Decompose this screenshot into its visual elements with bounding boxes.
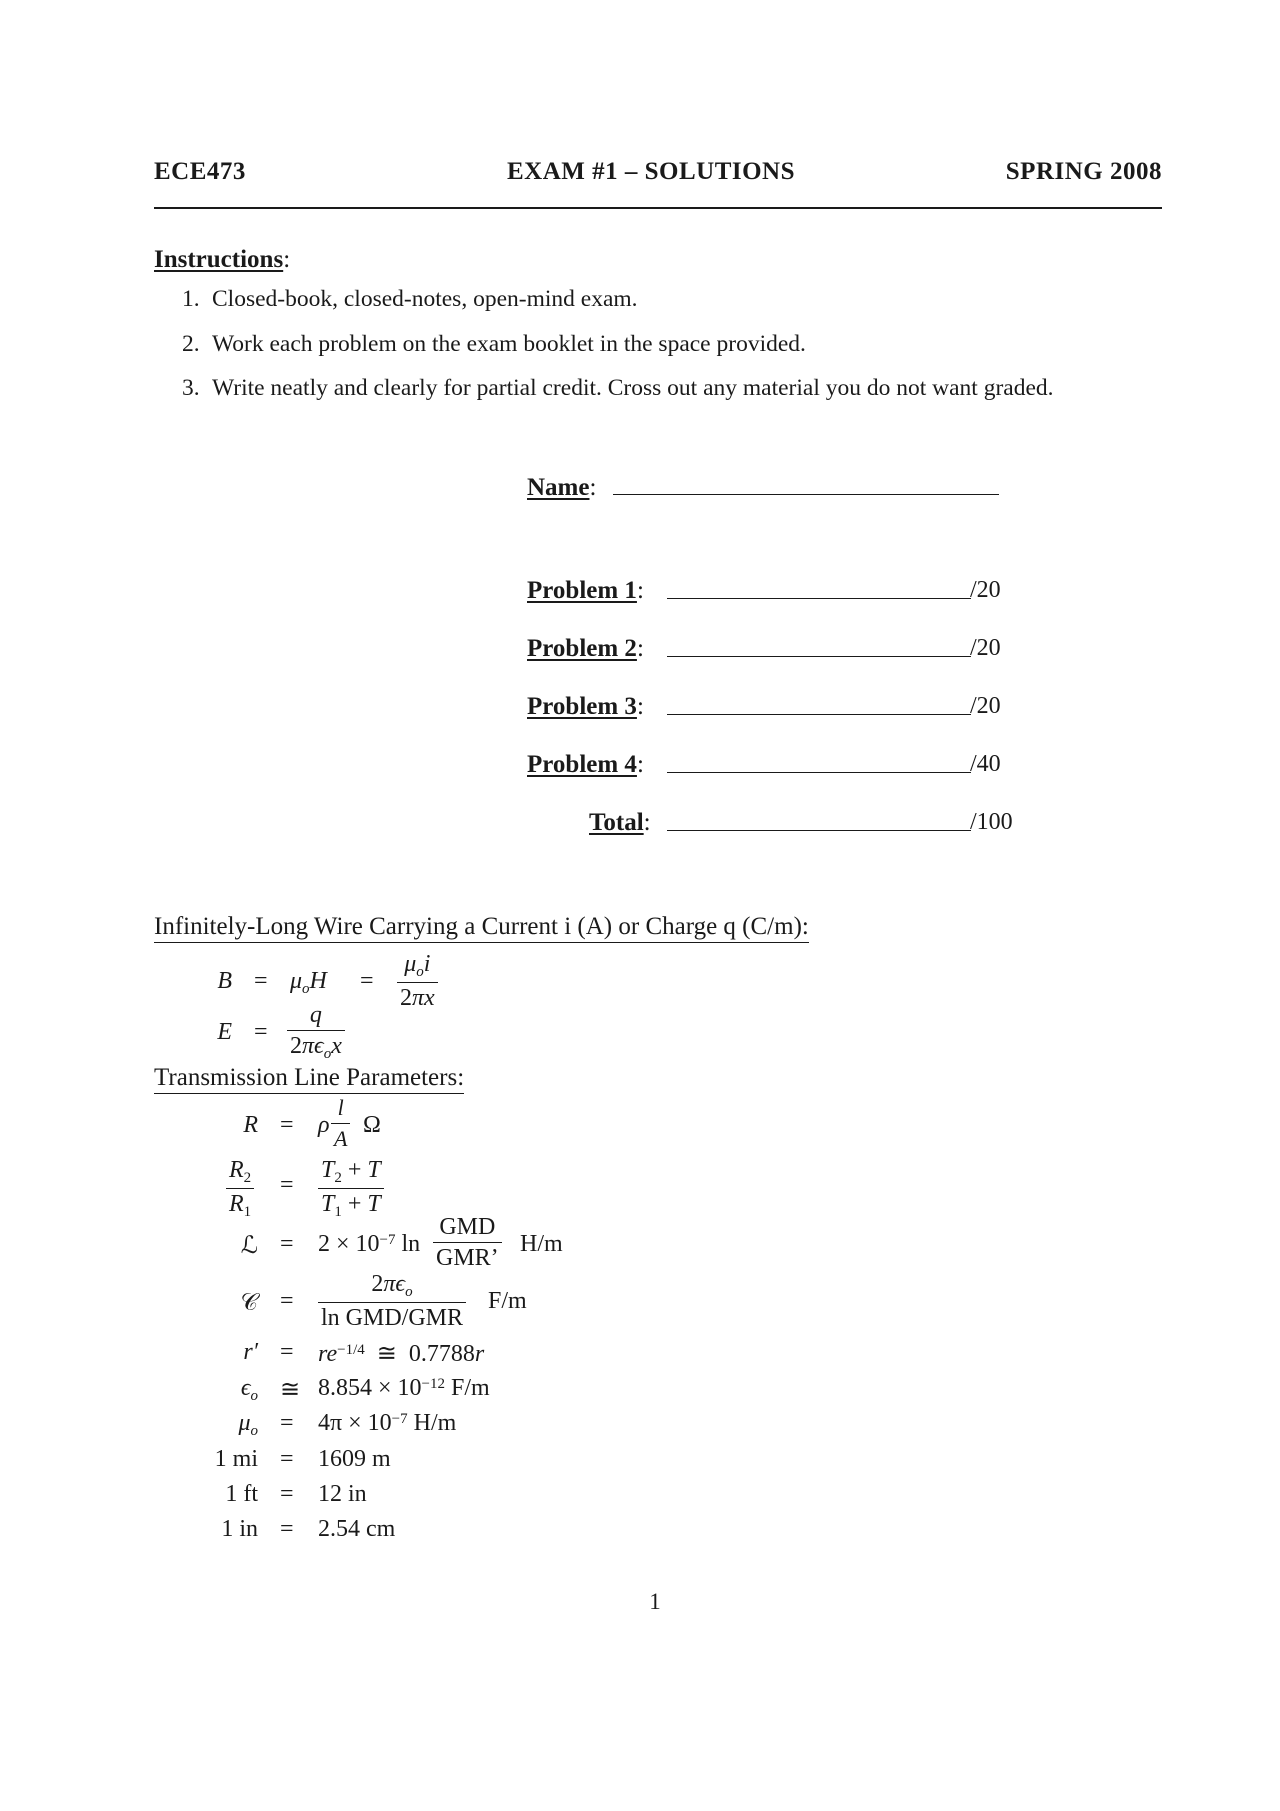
wire-section-title: Infinitely-Long Wire Carrying a Current i (A) or Charge q (C/m): <box>154 912 809 943</box>
tl-section-title: Transmission Line Parameters: <box>154 1063 464 1094</box>
score-max-problem-3: /20 <box>970 693 1001 719</box>
formula-equals: = <box>360 968 374 994</box>
score-line-total[interactable] <box>667 830 971 831</box>
formula-R-fraction: $\frac{l}{A}$ <box>331 1094 350 1153</box>
score-label-problem-2: Problem 2: <box>527 635 644 662</box>
formula-C-lhs: 𝒞 <box>240 1288 258 1316</box>
score-label-total: Total: <box>589 809 651 836</box>
formula-C-unit: F/m <box>488 1288 527 1314</box>
formula-L-fraction: GMD GMR’ <box>433 1213 502 1272</box>
formula-equals: = <box>280 1481 294 1507</box>
formula-C-fraction: $2\pi\epsilon_o$ ln GMD/GMR <box>318 1270 466 1332</box>
score-line-problem-3[interactable] <box>667 714 971 715</box>
formula-equals: = <box>280 1231 294 1257</box>
name-field-line[interactable] <box>613 494 999 495</box>
formula-approx: ≅ <box>280 1377 301 1403</box>
conversion-ft-rhs: 12 in <box>318 1481 367 1507</box>
formula-equals: = <box>280 1410 294 1436</box>
instruction-item: 2. Work each problem on the exam booklet in the space provided. <box>182 331 806 357</box>
formula-E-lhs: E <box>217 1019 232 1045</box>
score-line-problem-2[interactable] <box>667 656 971 657</box>
formula-E-fraction: q $2\pi\epsilon_ox$ <box>287 1001 345 1063</box>
score-label-problem-3: Problem 3: <box>527 693 644 720</box>
formula-L-lhs: ℒ <box>240 1231 258 1259</box>
score-max-total: /100 <box>970 809 1013 835</box>
formula-ratio-rhs: $\frac{T_2 + T}{T_1 + T}$ <box>318 1156 384 1221</box>
formula-equals: = <box>280 1516 294 1542</box>
conversion-ft-lhs: 1 ft <box>225 1481 258 1507</box>
page-number: 1 <box>649 1589 661 1614</box>
score-max-problem-2: /20 <box>970 635 1001 661</box>
formula-R-lhs: R <box>243 1112 258 1138</box>
score-max-problem-4: /40 <box>970 751 1001 777</box>
exam-term: SPRING 2008 <box>1005 158 1162 185</box>
formula-eps-lhs: $\epsilon_o$ <box>240 1375 258 1404</box>
formula-rprime-rhs: $re^{-1/4}$ ≅ 0.7788r <box>318 1341 485 1367</box>
formula-equals: = <box>280 1172 294 1198</box>
formula-R-unit: Ω <box>363 1112 381 1138</box>
formula-R-rho: ρ <box>318 1112 330 1138</box>
formula-equals: = <box>280 1339 294 1365</box>
score-label-problem-4: Problem 4: <box>527 751 644 778</box>
formula-L-unit: H/m <box>520 1231 563 1257</box>
formula-equals: = <box>280 1446 294 1472</box>
formula-L-coef: $2 \times 10^{-7}$ ln <box>318 1231 421 1257</box>
formula-eps-rhs: $8.854 \times 10^{-12}$ F/m <box>318 1375 490 1401</box>
course-code: ECE473 <box>154 158 246 185</box>
instruction-item: 1. Closed-book, closed-notes, open-mind exam. <box>182 286 638 312</box>
conversion-mi-lhs: 1 mi <box>214 1446 258 1472</box>
formula-equals: = <box>280 1288 294 1314</box>
name-label: Name: <box>527 474 597 501</box>
formula-B-muH: $\mu_oH$ <box>290 968 327 997</box>
instruction-item: 3. Write neatly and clearly for partial credit. Cross out any material you do not want graded. <box>182 375 1054 401</box>
conversion-in-lhs: 1 in <box>221 1516 258 1542</box>
score-line-problem-4[interactable] <box>667 772 971 773</box>
score-label-problem-1: Problem 1: <box>527 577 644 604</box>
formula-mu-rhs: $4\pi \times 10^{-7}$ H/m <box>318 1410 457 1436</box>
formula-rprime-lhs: r′ <box>243 1339 258 1365</box>
formula-mu-lhs: $\mu_o$ <box>238 1410 258 1439</box>
formula-equals: = <box>254 968 268 994</box>
formula-equals: = <box>254 1019 268 1045</box>
formula-ratio-lhs: $\frac{R_2}{R_1}$ <box>226 1156 254 1221</box>
formula-B-lhs: B <box>217 968 232 994</box>
score-max-problem-1: /20 <box>970 577 1001 603</box>
header-rule <box>154 207 1162 209</box>
formula-B-fraction: $\mu_oi$ 2πx <box>397 950 438 1012</box>
exam-title: EXAM #1 – SOLUTIONS <box>506 158 795 185</box>
conversion-mi-rhs: 1609 m <box>318 1446 391 1472</box>
instructions-title: Instructions: <box>154 246 291 273</box>
formula-equals: = <box>280 1112 294 1138</box>
conversion-in-rhs: 2.54 cm <box>318 1516 396 1542</box>
score-line-problem-1[interactable] <box>667 598 971 599</box>
